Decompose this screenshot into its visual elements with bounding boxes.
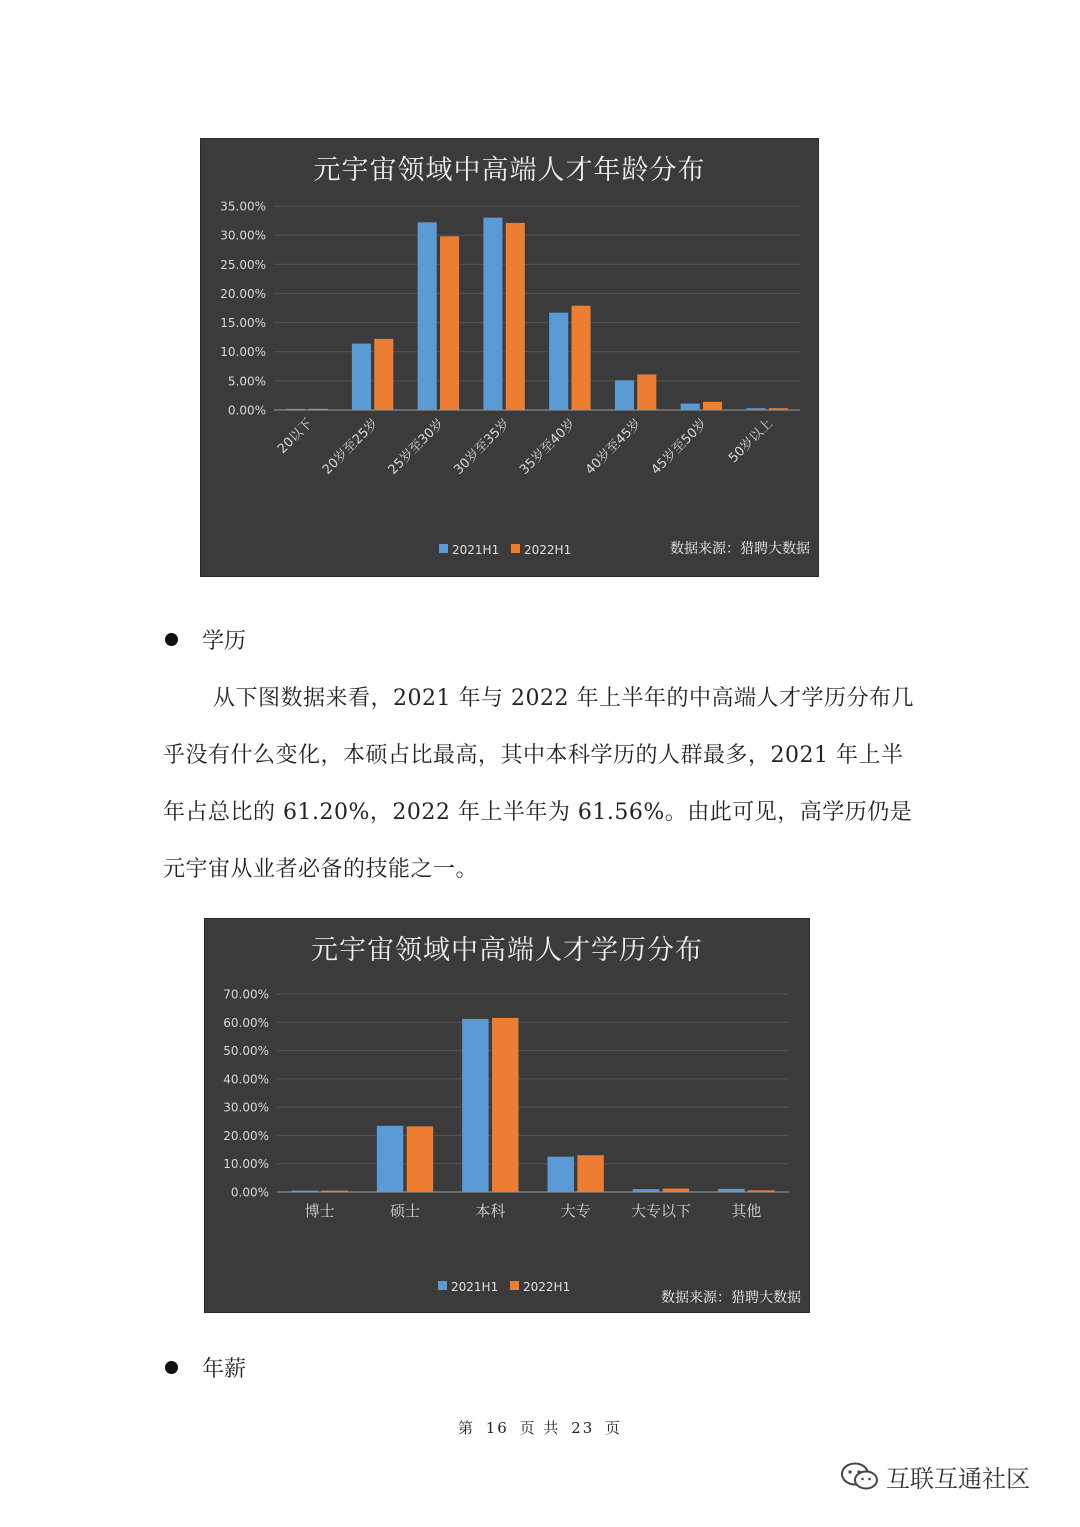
watermark [840, 1459, 1030, 1494]
source-note: 数据来源：猎聘大数据 [670, 541, 810, 557]
bar-2021H1 [548, 1157, 574, 1192]
section-heading-salary [165, 1352, 246, 1383]
bar-2021H1 [462, 1019, 488, 1192]
x-tick-label: 大专以下 [630, 1202, 692, 1220]
section-heading-education [165, 624, 246, 655]
footer-text: 第 [457, 1419, 475, 1437]
legend-swatch [511, 544, 520, 553]
x-tick-label: 35岁至40岁 [517, 416, 579, 478]
y-tick-label: 60.00% [223, 1015, 269, 1030]
bar-2022H1 [440, 236, 459, 410]
bar-2022H1 [663, 1189, 689, 1192]
bar-2022H1 [407, 1126, 433, 1192]
bullet-dot [165, 633, 178, 646]
bar-2021H1 [549, 313, 568, 410]
y-tick-label: 10.00% [223, 1157, 269, 1172]
legend-label: 2021H1 [452, 543, 500, 557]
bar-2022H1 [748, 1190, 774, 1192]
current-page-number: 16 [485, 1419, 509, 1437]
education-chart-svg [205, 919, 809, 1312]
chart-title: 元宇宙领域中高端人才年龄分布 [313, 155, 706, 186]
legend-swatch [510, 1281, 519, 1290]
age-distribution-chart [201, 139, 818, 576]
legend-label: 2022H1 [524, 543, 572, 557]
y-tick-label: 70.00% [223, 987, 269, 1002]
bar-2021H1 [746, 408, 765, 410]
x-tick-label: 40岁至45岁 [582, 416, 645, 478]
x-tick-label: 45岁至50岁 [648, 416, 711, 478]
bar-2022H1 [309, 409, 328, 410]
x-tick-label: 博士 [304, 1202, 335, 1220]
y-tick-label: 30.00% [220, 228, 266, 243]
bar-2022H1 [577, 1155, 603, 1192]
y-tick-label: 40.00% [223, 1072, 269, 1087]
x-tick-label: 大专 [560, 1202, 591, 1220]
y-tick-label: 50.00% [223, 1044, 269, 1059]
paragraph-text: 从下图数据来看，2021 年与 2022 年上半年的中高端人才学历分布几乎没有什么变化，本硕占比最高，其中本科学历的人群最多，2021 年上半年占总比的 61.20%，2022 年上半年为 61.56%。由此可见，高学历仍是元宇宙从业者必备的技能之一。 [163, 686, 914, 882]
y-tick-label: 15.00% [220, 316, 266, 331]
x-tick-label: 20岁至25岁 [319, 416, 382, 478]
bar-2021H1 [286, 409, 305, 410]
legend-swatch [439, 544, 448, 553]
bar-2021H1 [633, 1189, 659, 1192]
bar-2021H1 [377, 1126, 403, 1192]
section-heading-text: 年薪 [202, 1357, 247, 1382]
wechat-icon [840, 1461, 880, 1493]
footer-text: 页 共 [519, 1419, 561, 1437]
y-tick-label: 30.00% [223, 1100, 269, 1115]
bar-2022H1 [637, 374, 656, 410]
y-tick-label: 5.00% [227, 374, 266, 389]
y-tick-label: 25.00% [220, 257, 266, 272]
bullet-dot [165, 1361, 178, 1374]
x-tick-label: 50岁以上 [726, 416, 776, 467]
x-tick-label: 其他 [731, 1202, 762, 1220]
bar-2022H1 [321, 1191, 347, 1192]
bar-2022H1 [506, 223, 525, 410]
bar-2021H1 [483, 218, 502, 410]
total-page-number: 23 [571, 1419, 595, 1437]
bar-2022H1 [572, 306, 591, 410]
bar-2021H1 [352, 344, 371, 410]
y-tick-label: 20.00% [223, 1128, 269, 1143]
bar-2021H1 [681, 404, 700, 410]
bar-2022H1 [374, 339, 393, 410]
x-tick-label: 25岁至30岁 [385, 416, 448, 478]
bar-2021H1 [418, 222, 437, 410]
x-tick-label: 30岁至35岁 [451, 416, 513, 478]
y-tick-label: 0.00% [230, 1185, 269, 1200]
bar-2022H1 [703, 402, 722, 410]
bar-2022H1 [492, 1018, 518, 1192]
bar-2021H1 [718, 1189, 744, 1192]
chart-title: 元宇宙领域中高端人才学历分布 [311, 935, 703, 966]
bar-2021H1 [292, 1191, 318, 1192]
education-distribution-chart [205, 919, 809, 1312]
age-chart-svg [201, 139, 818, 576]
x-tick-label: 本科 [475, 1202, 506, 1220]
legend-label: 2022H1 [523, 1280, 571, 1294]
section-heading-text: 学历 [202, 629, 247, 654]
source-note: 数据来源：猎聘大数据 [661, 1290, 801, 1306]
x-tick-label: 20以下 [275, 416, 316, 457]
legend-swatch [438, 1281, 447, 1290]
page-footer [0, 1417, 1080, 1438]
body-paragraph [163, 670, 923, 898]
y-tick-label: 0.00% [227, 403, 266, 418]
y-tick-label: 10.00% [220, 345, 266, 360]
bar-2022H1 [769, 408, 788, 410]
watermark-text: 互联互通社区 [886, 1465, 1030, 1493]
bar-2021H1 [615, 380, 634, 410]
footer-text: 页 [605, 1419, 623, 1437]
y-tick-label: 20.00% [220, 286, 266, 301]
x-tick-label: 硕士 [389, 1202, 421, 1220]
legend-label: 2021H1 [451, 1280, 499, 1294]
y-tick-label: 35.00% [220, 199, 266, 214]
